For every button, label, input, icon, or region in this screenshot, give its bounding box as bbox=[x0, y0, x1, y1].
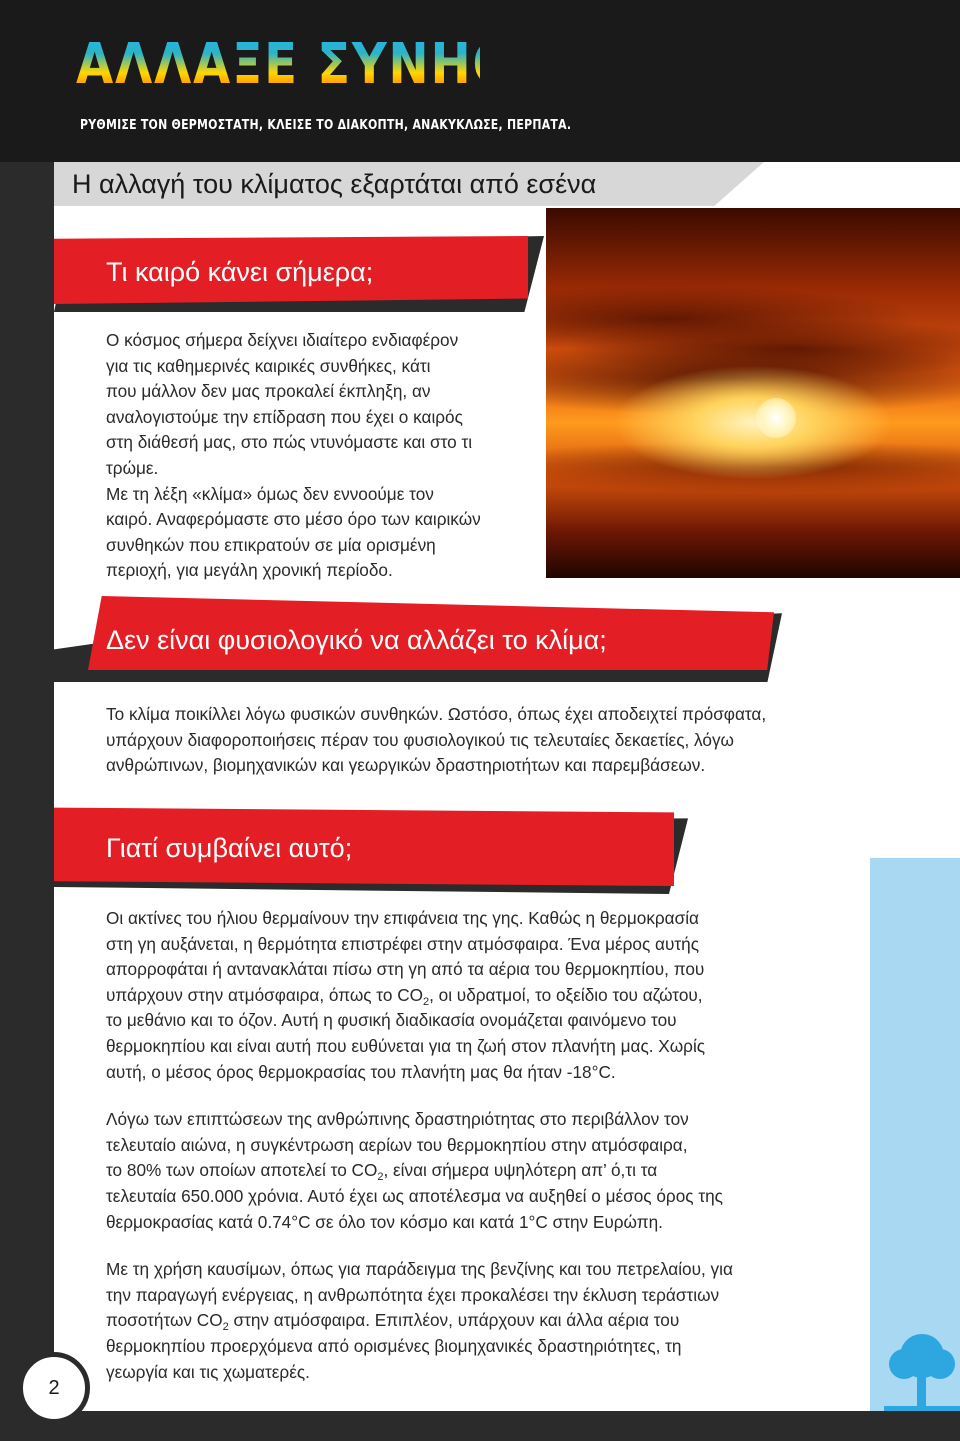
left-sidebar bbox=[0, 162, 54, 1411]
text-line: ανθρώπινων, βιομηχανικών και γεωργικών δραστηριοτήτων και παρεμβάσεων. bbox=[106, 755, 706, 776]
text-line: που μάλλον δεν μας προκαλεί έκπληξη, αν bbox=[106, 381, 431, 402]
page-number: 2 bbox=[48, 1377, 60, 1399]
sunset-photo bbox=[546, 208, 960, 578]
text-line: Ο κόσμος σήμερα δείχνει ιδιαίτερο ενδιαφέρον bbox=[106, 330, 459, 350]
tree-icon bbox=[884, 1326, 960, 1411]
text-line: το μεθάνιο και το όζον. Αυτή η φυσική διαδικασία ονομάζεται φαινόμενο του bbox=[106, 1010, 677, 1031]
text-line: ποσοτήτων $CO_2$ στην ατμόσφαιρα. Επιπλέον, υπάρχουν και άλλα αέρια του bbox=[106, 1310, 680, 1334]
section-title-weather: Τι καιρό κάνει σήμερα; bbox=[106, 257, 374, 287]
subscript: 2 bbox=[377, 1171, 384, 1184]
text-line: Με τη χρήση καυσίμων, όπως για παράδειγμα της βενζίνης και του πετρελαίου, για bbox=[106, 1259, 733, 1280]
text-line: το 80% των οποίων αποτελεί το $CO_2$, είναι σήμερα υψηλότερη απ’ ό,τι τα bbox=[106, 1160, 658, 1184]
section-title-climate: Δεν είναι φυσιολογικό να αλλάζει το κλίμα; bbox=[106, 625, 607, 655]
text-line: υπάρχουν στην ατμόσφαιρα, όπως το $CO_2$, οι υδρατμοί, το οξείδιο του αζώτου, bbox=[106, 984, 703, 1008]
text-line: τρώμε. bbox=[106, 457, 159, 478]
text-line: απορροφάται ή αντανακλάται πίσω στη γη από τα αέρια του θερμοκηπίου, που bbox=[106, 959, 705, 980]
text-line: Το κλίμα ποικίλλει λόγω φυσικών συνθηκών. Ωστόσο, όπως έχει αποδειχτεί πρόσφατα, bbox=[106, 704, 767, 724]
bottom-bar bbox=[0, 1411, 960, 1441]
subscript: 2 bbox=[222, 1321, 229, 1334]
text-line: τελευταίο αιώνα, η συγκέντρωση αερίων του θερμοκηπίου στην ατμόσφαιρα, bbox=[106, 1134, 688, 1155]
text-line: αναλογιστούμε την επίδραση που έχει ο καιρός bbox=[106, 406, 463, 427]
section-text-climate bbox=[106, 702, 876, 779]
sun-glow bbox=[756, 398, 796, 438]
text-line: θερμοκρασίας κατά 0.74°C σε όλο τον κόσμο και κατά 1°C στην Ευρώπη. bbox=[106, 1211, 663, 1232]
subscript: 2 bbox=[422, 995, 430, 1008]
page-title: Η αλλαγή του κλίματος εξαρτάται από εσένα bbox=[72, 169, 597, 199]
text-line: γεωργία και τις χωματερές. bbox=[106, 1361, 310, 1382]
section-text-weather bbox=[106, 328, 546, 584]
text-line: για τις καθημερινές καιρικές συνθήκες, κάτι bbox=[106, 355, 431, 376]
text-line: στη διάθεσή μας, στο πώς ντυνόμαστε και στο τι bbox=[106, 432, 473, 453]
text-line: θερμοκηπίου και είναι αυτή που ευθύνεται για τη ζωή στον πλανήτη μας. Χωρίς bbox=[106, 1035, 706, 1056]
text-line: τελευταία 650.000 χρόνια. Αυτό έχει ως αποτέλεσμα να αυξηθεί ο μέσος όρος της bbox=[106, 1185, 723, 1206]
text-line: συνθηκών που επικρατούν σε μία ορισμένη bbox=[106, 534, 436, 555]
campaign-tagline: ΡΥΘΜΙΣΕ ΤΟΝ ΘΕΡΜΟΣΤΑΤΗ, ΚΛΕΙΣΕ ΤΟ ΔΙΑΚΟΠΤΗ, ΑΝΑΚΥΚΛΩΣΕ, ΠΕΡΠΑΤΑ. bbox=[80, 118, 572, 133]
text-line: την παραγωγή ενέργειας, η ανθρωπότητα έχει προκαλέσει την έκλυση τεράστιων bbox=[106, 1284, 720, 1305]
text-line: αυτή, ο μέσος όρος θερμοκρασίας του πλανήτη μας θα ήταν -18°C. bbox=[106, 1061, 616, 1082]
text-line: Λόγω των επιπτώσεων της ανθρώπινης δραστηριότητας στο περιβάλλον τον bbox=[106, 1109, 689, 1130]
text-line: υπάρχουν διαφοροποιήσεις πέραν του φυσιολογικού τις τελευταίες δεκαετίες, λόγω bbox=[106, 729, 734, 750]
text-line: περιοχή, για μεγάλη χρονική περίοδο. bbox=[106, 560, 393, 581]
text-line: στη γη αυξάνεται, η θερμότητα επιστρέφει στην ατμόσφαιρα. Ένα μέρος αυτής bbox=[106, 933, 700, 954]
section-title-why: Γιατί συμβαίνει αυτό; bbox=[106, 833, 353, 863]
text-line: Με τη λέξη «κλίμα» όμως δεν εννοούμε τον bbox=[106, 483, 434, 504]
campaign-logo: ΑΛΛΑΞΕ ΣΥΝΗΘΕΙΕΣ bbox=[76, 26, 480, 104]
section-text-why bbox=[106, 906, 876, 1385]
text-line: καιρό. Αναφερόμαστε στο μέσο όρο των καιρικών bbox=[106, 509, 481, 530]
text-line: Οι ακτίνες του ήλιου θερμαίνουν την επιφάνεια της γης. Καθώς η θερμοκρασία bbox=[106, 908, 699, 928]
text-line: θερμοκηπίου προερχόμενα από ορισμένες βιομηχανικές δραστηριότητες, τη bbox=[106, 1335, 682, 1356]
